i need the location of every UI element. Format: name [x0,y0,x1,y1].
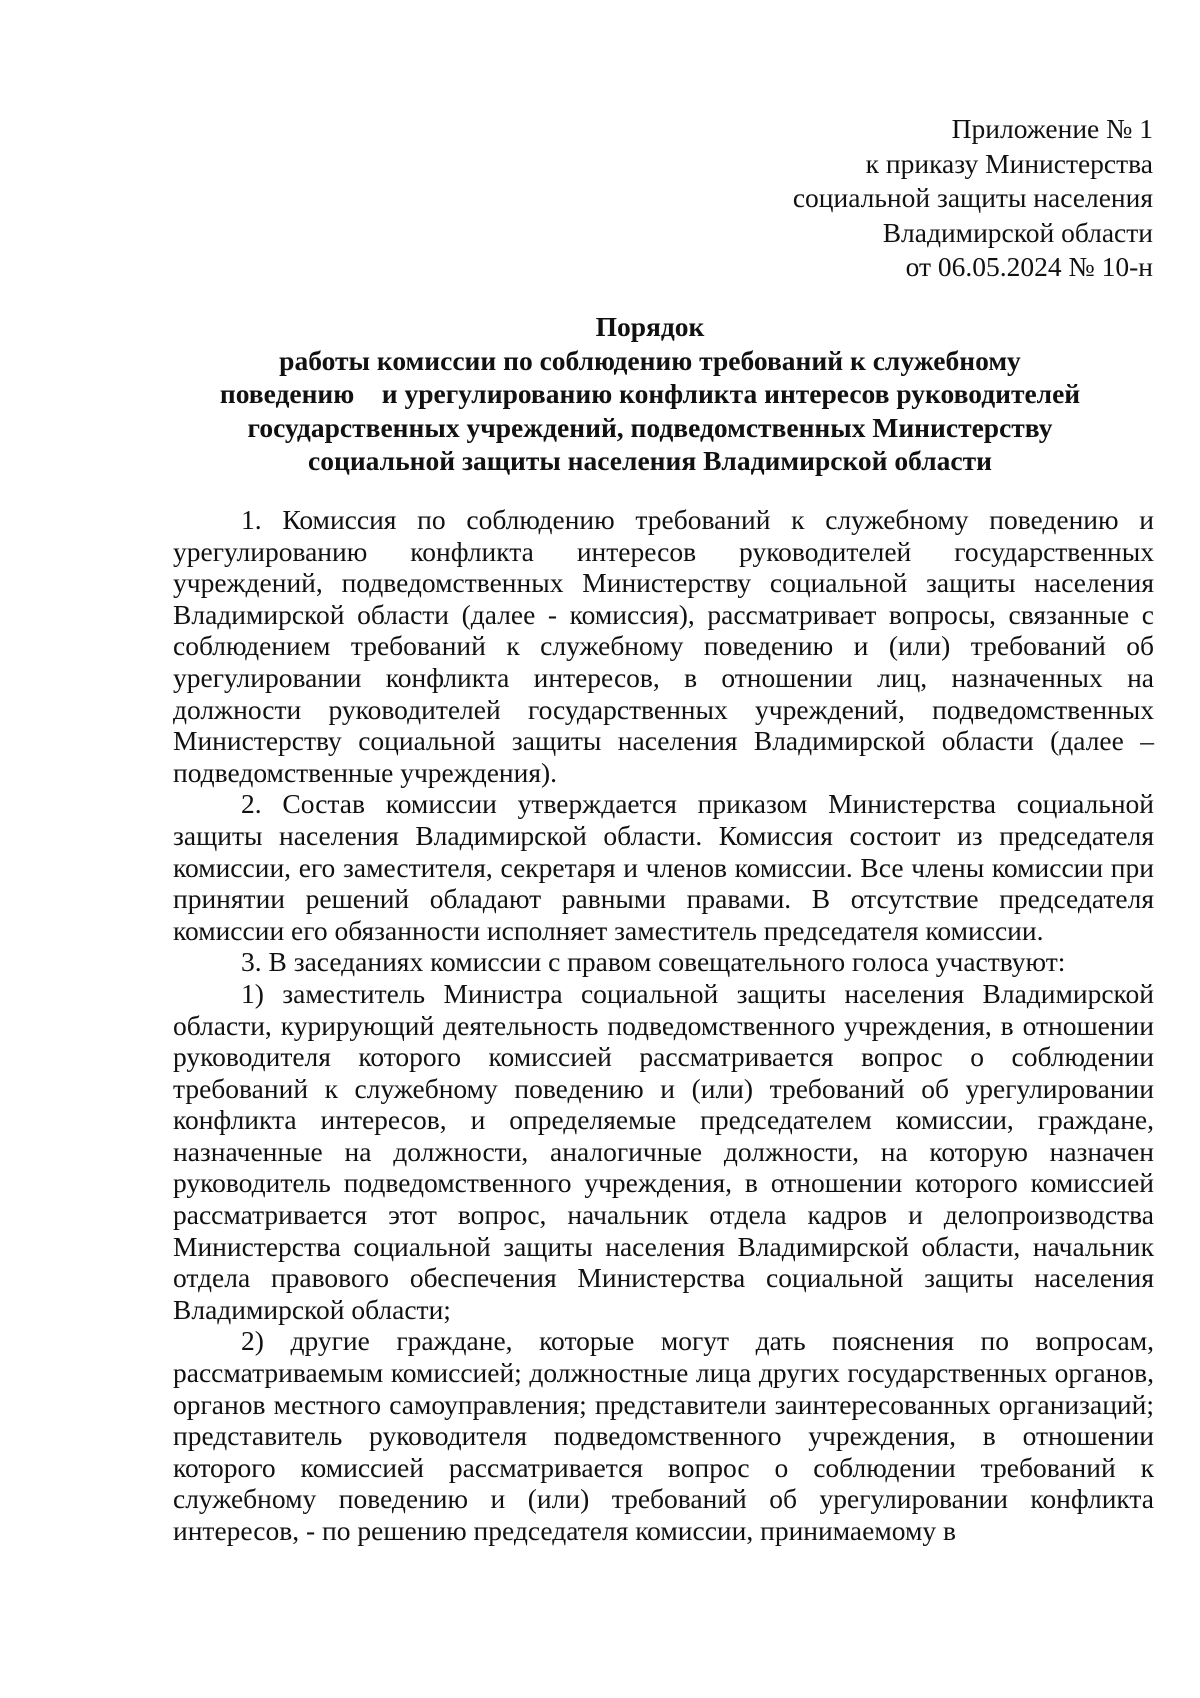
title-heading: Порядок [595,311,705,342]
paragraph-2: 2. Состав комиссии утверждается приказом Министерства социальной защиты населения Владимирской области. Комиссия состоит из председателя комиссии, его заместителя, секретаря и членов комиссии. Все члены комиссии при принятии решений обладают равными правами. В отсутствие председателя комиссии его обязанности исполняет заместитель председателя комиссии. [173,788,1154,946]
title-line: поведению и урегулированию конфликта интересов руководителей [219,378,1081,409]
appendix-line: к приказу Министерства [865,147,1153,179]
document-title [160,310,1140,478]
appendix-line: от 06.05.2024 № 10-н [905,251,1153,282]
paragraph-1: 1. Комиссия по соблюдению требований к служебному поведению и урегулированию конфликта интересов руководителей государственных учреждений, подведомственных Министерству социальной защиты населения Владимирской области (далее - комиссия), рассматривает вопросы, связанные с соблюдением требований к служебному поведению и (или) требований об урегулировании конфликта интересов, в отношении лиц, назначенных на должности руководителей государственных учреждений, подведомственных Министерству социальной защиты населения Владимирской области (далее – подведомственные учреждения). [173,504,1154,788]
paragraph-3: 3. В заседаниях комиссии с правом совещательного голоса участвуют: [241,946,1066,978]
appendix-line: Владимирской области [882,216,1153,248]
title-line: работы комиссии по соблюдению требований к служебному [279,344,1021,376]
appendix-line: социальной защиты населения [792,182,1153,213]
title-line: государственных учреждений, подведомственных Министерству [247,411,1053,443]
appendix-line: Приложение № 1 [951,113,1153,144]
appendix-note [793,112,1153,285]
title-line: социальной защиты населения Владимирской области [308,445,992,476]
document-body [173,504,1154,1547]
paragraph-3-item-1: 1) заместитель Министра социальной защиты населения Владимирской области, курирующий деятельность подведомственного учреждения, в отношении руководителя которого комиссией рассматривается вопрос о соблюдении требований к служебному поведению и (или) требований об урегулировании конфликта интересов, и определяемые председателем комиссии, граждане, назначенные на должности, аналогичные должности, на которую назначен руководитель подведомственного учреждения, в отношении которого комиссией рассматривается этот вопрос, начальник отдела кадров и делопроизводства Министерства социальной защиты населения Владимирской области, начальник отдела правового обеспечения Министерства социальной защиты населения Владимирской области; [173,977,1154,1325]
paragraph-3-item-2: 2) другие граждане, которые могут дать пояснения по вопросам, рассматриваемым комиссией; должностные лица других государственных органов, органов местного самоуправления; представители заинтересованных организаций; представитель руководителя подведомственного учреждения, в отношении которого комиссией рассматривается вопрос о соблюдении требований к служебному поведению и (или) требований об урегулировании конфликта интересов, - по решению председателя комиссии, принимаемому в [173,1325,1154,1546]
